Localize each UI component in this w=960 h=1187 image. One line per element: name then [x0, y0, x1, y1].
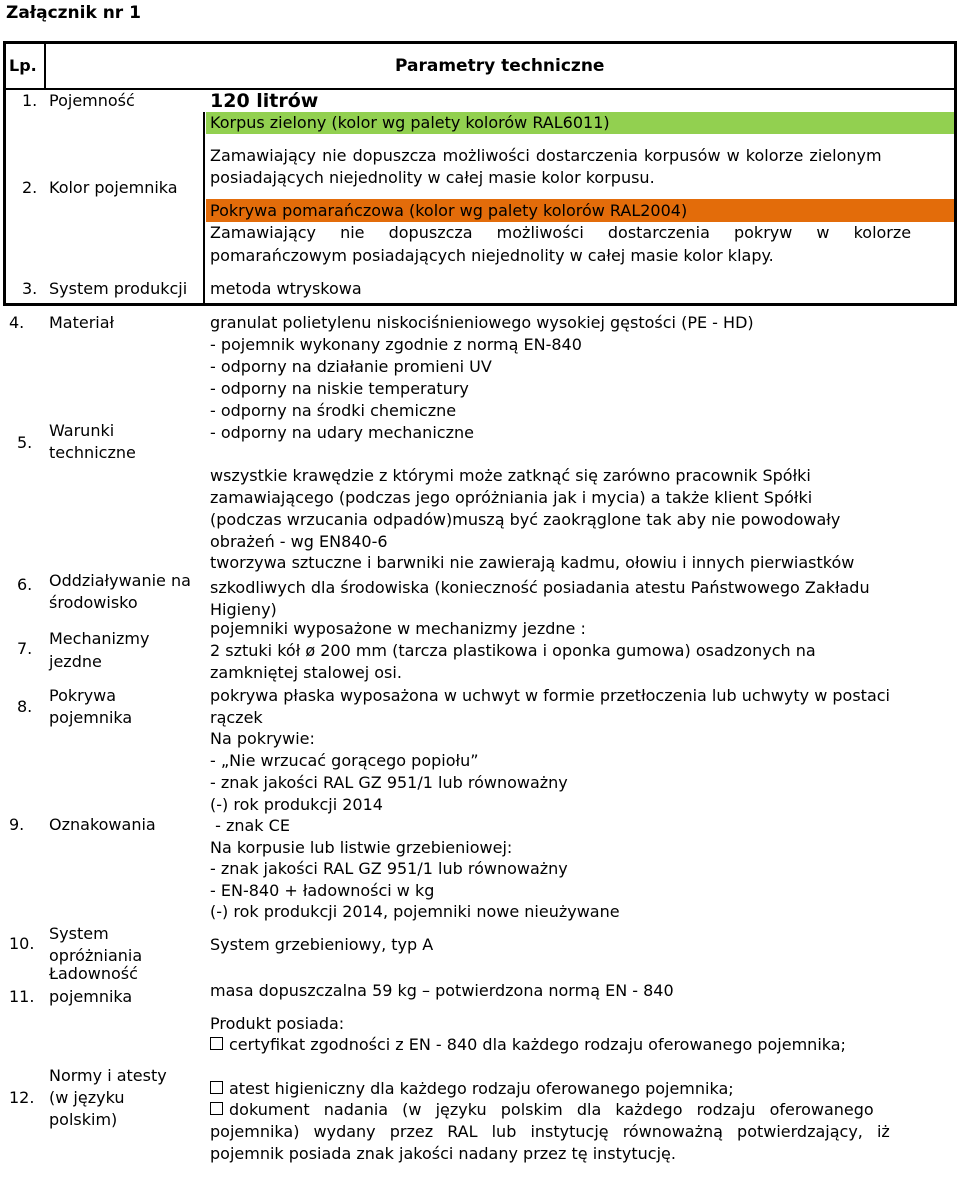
header-right-border [954, 41, 957, 90]
row6-l1: tworzywa sztuczne i barwniki nie zawierają kadmu, ołowiu i innych pierwiastków [210, 553, 855, 572]
checkbox-square-icon [210, 1037, 223, 1050]
row6-l3: Higieny) [210, 600, 277, 619]
row9-line: - znak jakości RAL GZ 951/1 lub równoważny [210, 773, 568, 792]
row12-name-l3: polskim) [49, 1110, 118, 1129]
header-col-divider [44, 41, 46, 90]
row8-num: 8. [17, 697, 33, 716]
row5-item: - odporny na działanie promieni UV [210, 357, 492, 376]
row12-num: 12. [9, 1088, 35, 1107]
row9-num: 9. [9, 815, 25, 834]
row12-name-l1: Normy i atesty [49, 1066, 167, 1085]
row3-value: metoda wtryskowa [210, 279, 362, 298]
row3-num: 3. [22, 279, 38, 298]
row10-num: 10. [9, 934, 35, 953]
row12-bullet [210, 1034, 846, 1056]
row5-para-l1: wszystkie krawędzie z którymi może zatknąć się zarówno pracownik Spółki [210, 466, 811, 485]
row9-line: - znak jakości RAL GZ 951/1 lub równoważny [210, 859, 568, 878]
row6-num: 6. [17, 575, 33, 594]
row10-name-l1: System [49, 924, 109, 943]
document-title: Załącznik nr 1 [6, 3, 141, 23]
row6-l2: szkodliwych dla środowiska (konieczność posiadania atestu Państwowego Zakładu [210, 578, 870, 597]
row1-num: 1. [22, 91, 38, 110]
row4-name: Materiał [49, 313, 115, 332]
row7-l3: zamkniętej stalowej osi. [210, 663, 402, 682]
header-bottom-border [3, 88, 957, 90]
row6-name-l2: środowisko [49, 593, 138, 612]
row5-para-l3: (podczas wrzucania odpadów)muszą być zaokrąglone tak aby nie powodowały [210, 510, 841, 529]
row2-name: Kolor pojemnika [49, 178, 178, 197]
row5-para-l2: zamawiającego (podczas jego opróżniania jak i mycia) a także klient Spółki [210, 488, 813, 507]
row12-bullet [210, 1078, 734, 1100]
row8-l1: pokrywa płaska wyposażona w uchwyt w formie przetłoczenia lub uchwyty w postaci [210, 686, 890, 705]
row2-para2-l2: pomarańczowym posiadających niejednolity w całej masie kolor klapy. [210, 246, 774, 265]
rows-right-border [954, 88, 957, 306]
row2-para1-l2: posiadających niejednolity w całej masie kolor korpusu. [210, 168, 655, 187]
row12-intro: Produkt posiada: [210, 1014, 345, 1033]
header-lp: Lp. [9, 56, 37, 75]
rows-left-border [3, 88, 6, 306]
row4-num: 4. [9, 313, 25, 332]
row5-para-l4: obrażeń - wg EN840-6 [210, 532, 388, 551]
row5-name-l1: Warunki [49, 421, 115, 440]
row8-name-l2: pojemnika [49, 708, 133, 727]
table-top-border [3, 41, 957, 44]
row9-name: Oznakowania [49, 815, 156, 834]
row12-b3-l2: pojemnika) wydany przez RAL lub instytucję równoważną potwierdzający, iż [210, 1122, 890, 1141]
row11-num: 11. [9, 987, 35, 1006]
row1-value: 120 litrów [210, 90, 319, 112]
row11-name-l2: pojemnika [49, 987, 133, 1006]
row11-name-l1: Ładowność [49, 964, 138, 983]
row12-bullet-text: dokument nadania (w języku polskim dla każdego rodzaju oferowanego [229, 1100, 874, 1119]
row5-item: - odporny na niskie temperatury [210, 379, 469, 398]
row9-line: (-) rok produkcji 2014, pojemniki nowe nieużywane [210, 902, 620, 921]
row10-value: System grzebieniowy, typ A [210, 935, 434, 954]
row12-b3-l3: pojemnik posiada znak jakości nadany przez tę instytucję. [210, 1144, 676, 1163]
row2-para1-l1: Zamawiający nie dopuszcza możliwości dostarczenia korpusów w kolorze zielonym [210, 146, 882, 165]
row7-name-l2: jezdne [49, 652, 102, 671]
rows-bottom-border [3, 303, 957, 306]
row4-value: granulat polietylenu niskociśnieniowego wysokiej gęstości (PE - HD) [210, 313, 754, 332]
row5-item: - pojemnik wykonany zgodnie z normą EN-840 [210, 335, 582, 354]
row12-name-l2: (w języku [49, 1088, 125, 1107]
row8-name-l1: Pokrywa [49, 686, 117, 705]
row5-name-l2: techniczne [49, 443, 136, 462]
row5-item: - odporny na udary mechaniczne [210, 423, 474, 442]
header-params: Parametry techniczne [395, 56, 605, 76]
row10-name-l2: opróżniania [49, 946, 143, 965]
row5-item: - odporny na środki chemiczne [210, 401, 457, 420]
row12-bullet [210, 1099, 874, 1121]
row9-line: (-) rok produkcji 2014 [210, 795, 383, 814]
row8-l2: rączek [210, 708, 263, 727]
row9-line: Na pokrywie: [210, 729, 315, 748]
row9-line: - „Nie wrzucać gorącego popiołu” [210, 751, 479, 770]
row9-line: Na korpusie lub listwie grzebieniowej: [210, 838, 513, 857]
row7-name-l1: Mechanizmy [49, 629, 150, 648]
row2-num: 2. [22, 178, 38, 197]
row12-bullet-text: certyfikat zgodności z EN - 840 dla każdego rodzaju oferowanego pojemnika; [229, 1035, 846, 1054]
checkbox-square-icon [210, 1102, 223, 1115]
row7-num: 7. [17, 639, 33, 658]
checkbox-square-icon [210, 1081, 223, 1094]
row2-orange-line: Pokrywa pomarańczowa (kolor wg palety kolorów RAL2004) [210, 201, 688, 220]
row1-name: Pojemność [49, 91, 135, 110]
row11-value: masa dopuszczalna 59 kg – potwierdzona normą EN - 840 [210, 981, 674, 1000]
row7-l1: pojemniki wyposażone w mechanizmy jezdne : [210, 619, 586, 638]
row12-bullet-text: atest higieniczny dla każdego rodzaju oferowanego pojemnika; [229, 1079, 734, 1098]
row2-para2-l1: Zamawiający nie dopuszcza możliwości dostarczenia pokryw w kolorze [210, 223, 912, 242]
row7-l2: 2 sztuki kół ø 200 mm (tarcza plastikowa i oponka gumowa) osadzonych na [210, 641, 816, 660]
row3-name: System produkcji [49, 279, 188, 298]
row9-line: - EN-840 + ładowności w kg [210, 881, 435, 900]
row2-green-line: Korpus zielony (kolor wg palety kolorów RAL6011) [210, 113, 610, 132]
rows-col-divider [203, 112, 205, 306]
row5-num: 5. [17, 433, 33, 452]
row6-name-l1: Oddziaływanie na [49, 571, 191, 590]
row9-line: - znak CE [210, 816, 290, 835]
header-left-border [3, 41, 6, 90]
